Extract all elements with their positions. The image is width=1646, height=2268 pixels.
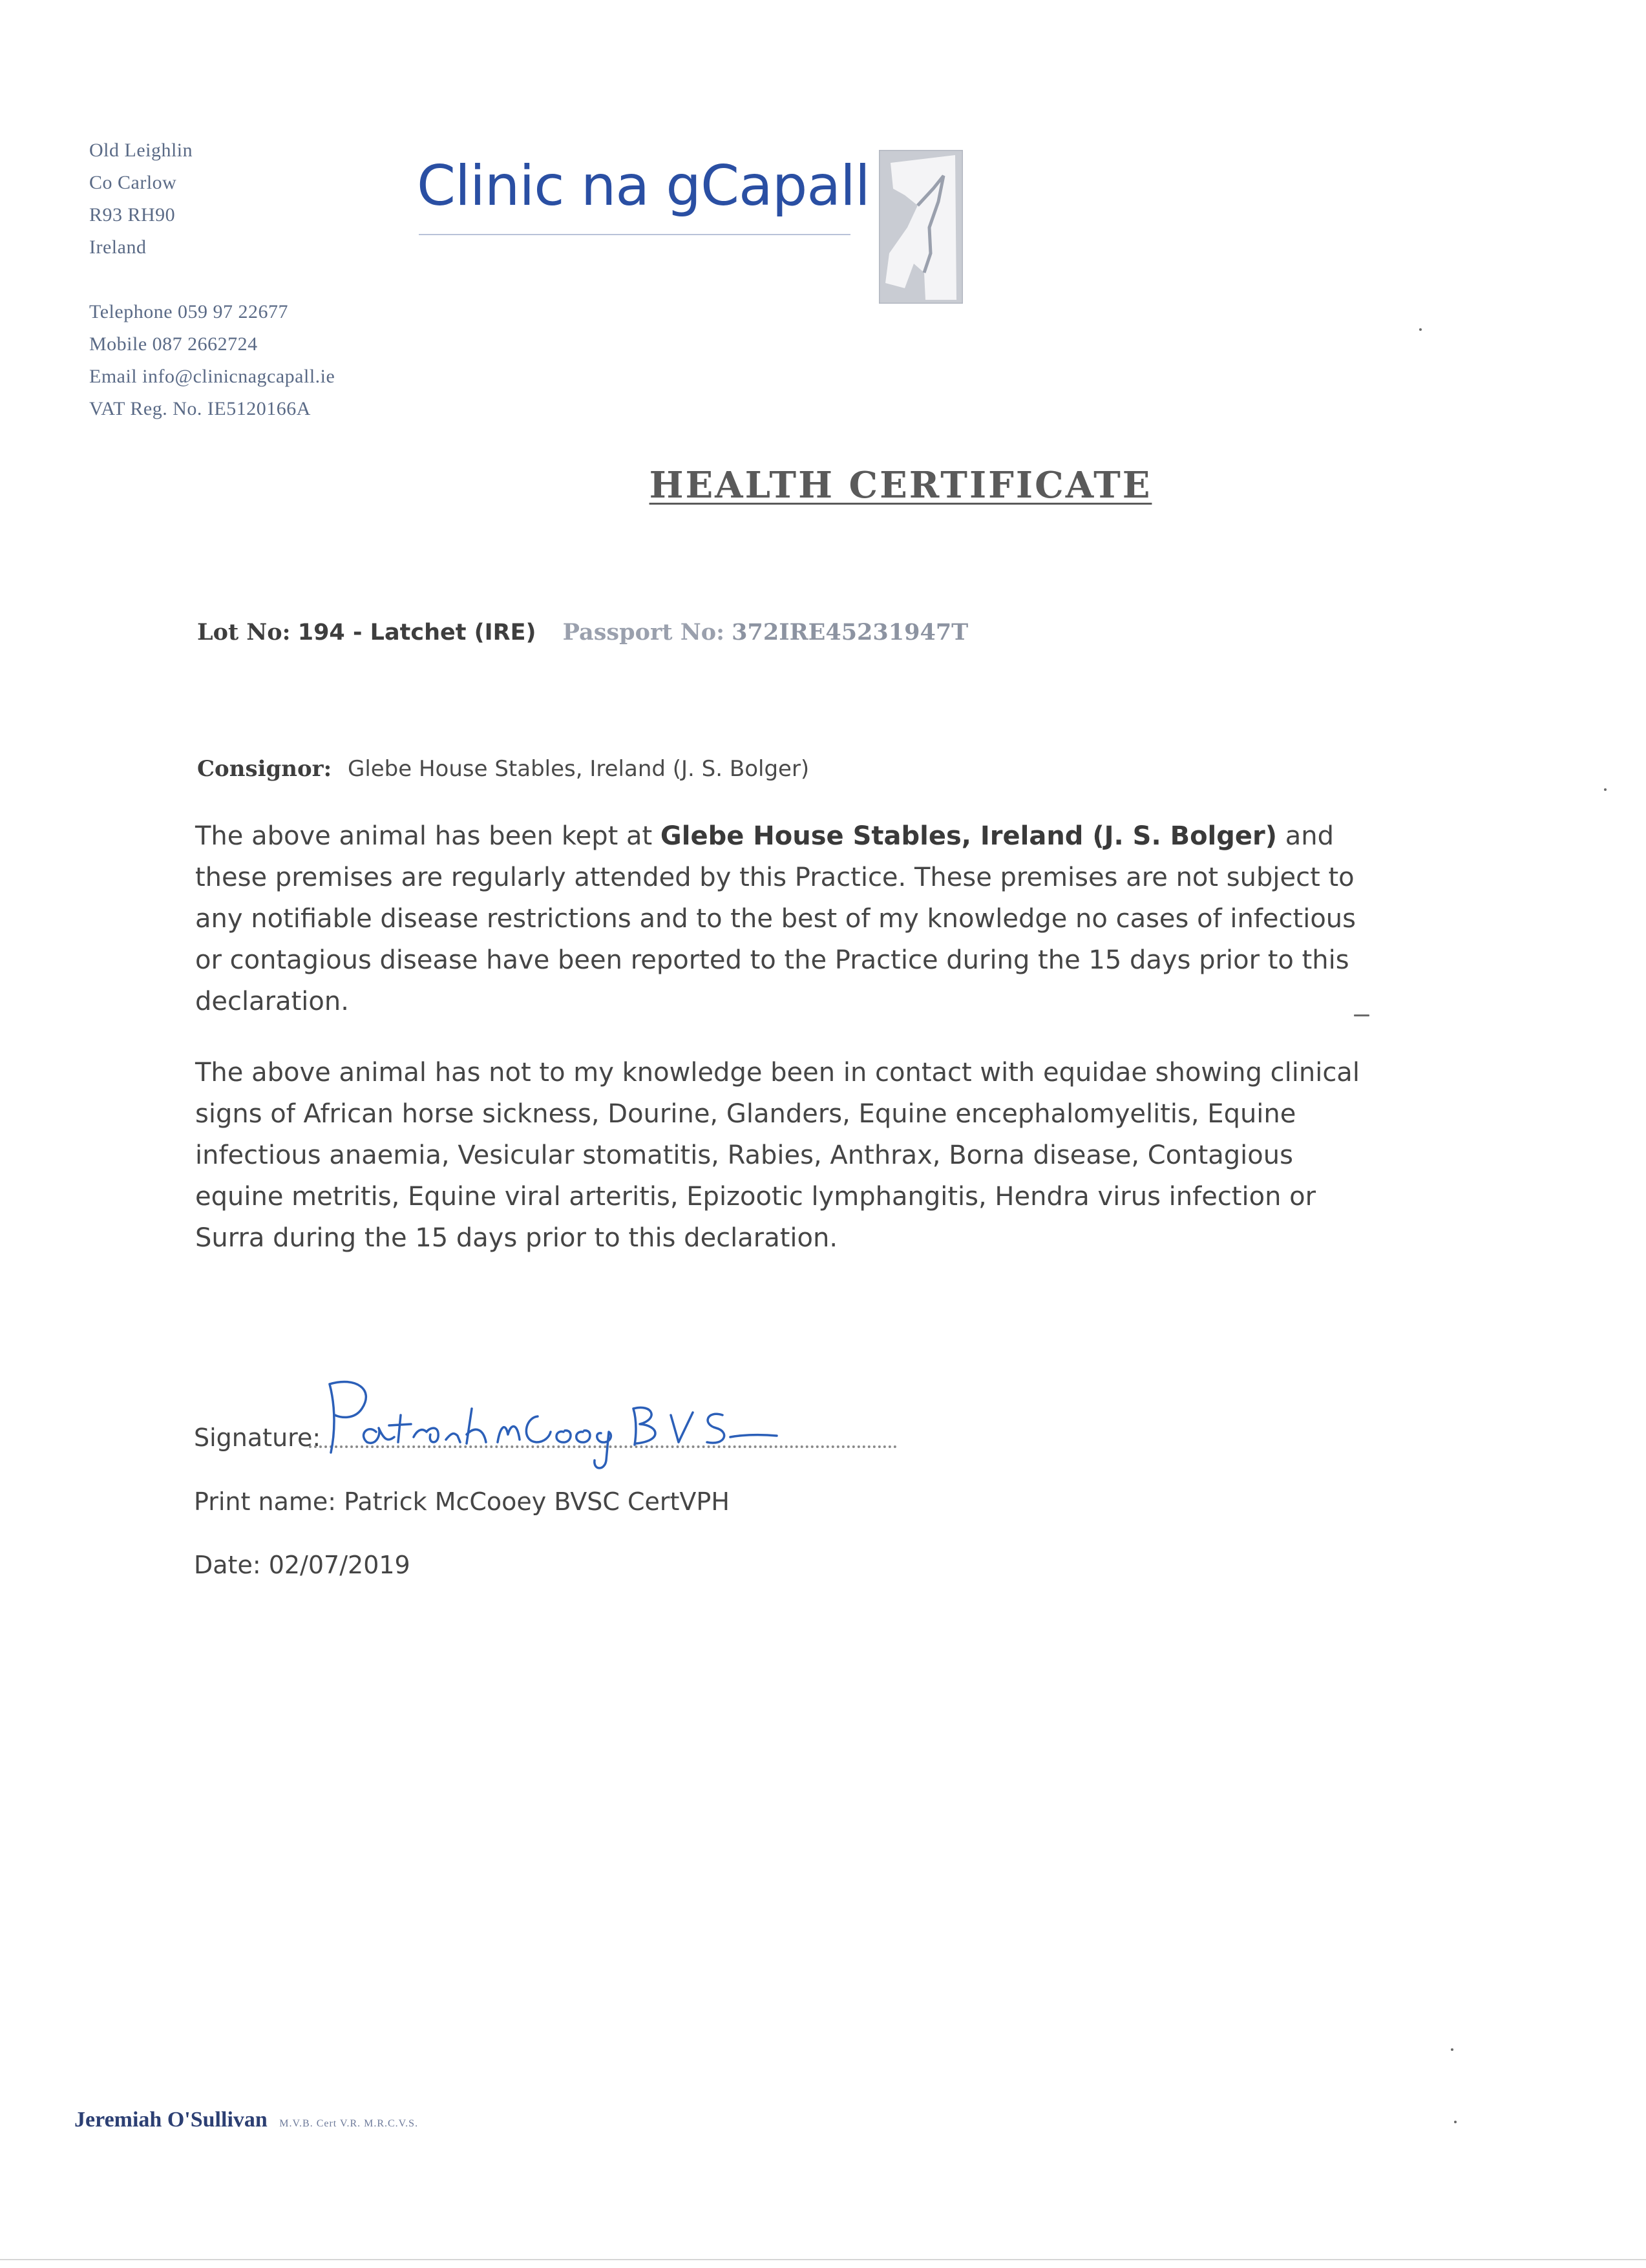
lot-line	[197, 619, 968, 646]
clinic-logo-text: Clinic na gCapall	[417, 154, 870, 218]
vat-number: VAT Reg. No. IE5120166A	[89, 398, 311, 419]
passport-label: Passport No:	[562, 619, 725, 646]
paragraph-1-start: The above animal has been kept at	[195, 821, 660, 851]
handwritten-signature	[317, 1370, 782, 1473]
footer-qualifications: M.V.B. Cert V.R. M.R.C.V.S.	[279, 2118, 419, 2129]
contact-block	[89, 296, 335, 425]
address-line-2: Co Carlow	[89, 172, 177, 193]
scan-speck	[1354, 1014, 1369, 1016]
consignor-line	[197, 756, 809, 782]
declaration-paragraph-2: The above animal has not to my knowledge been in contact with equidae showing clinical signs of African horse sickness, Dourine, Glanders, Equine encephalomyelitis, Equine infectious anaemia, Vesicular stomatitis, Rabies, Anthrax, Borna disease, Contagious equine metritis, Equine viral arteritis, Epizootic lymphangitis, Hendra virus infection or Surra during the 15 days prior to this declaration.	[195, 1058, 1360, 1253]
document-title-text: HEALTH CERTIFICATE	[649, 464, 1152, 507]
consignor-value: Glebe House Stables, Ireland (J. S. Bolger)	[347, 756, 810, 782]
signature-label: Signature:	[194, 1423, 321, 1452]
paragraph-1-end: and these premises are regularly attended by this Practice. These premises are not subject to any notifiable disease restrictions and to the best of my knowledge no cases of infectious or contagious disease have been reported to the Practice during the 15 days prior to this declaration.	[195, 821, 1356, 1016]
telephone: Telephone 059 97 22677	[89, 301, 289, 322]
lot-value: 194 - Latchet (IRE)	[297, 620, 536, 646]
paragraph-1-premises: Glebe House Stables, Ireland (J. S. Bolger)	[660, 821, 1278, 851]
horse-head-icon	[879, 150, 963, 304]
address-block	[89, 134, 193, 264]
passport-value: 372IRE45231947T	[732, 619, 969, 646]
scan-speck	[1419, 328, 1422, 331]
page-bottom-edge	[0, 2259, 1646, 2260]
address-line-4: Ireland	[89, 236, 147, 258]
scan-speck	[1454, 2121, 1457, 2123]
email: Email info@clinicnagcapall.ie	[89, 366, 335, 387]
address-line-3: R93 RH90	[89, 204, 176, 226]
scan-speck	[1604, 788, 1607, 791]
mobile: Mobile 087 2662724	[89, 333, 258, 355]
declaration-paragraph-1	[195, 815, 1365, 1022]
lot-label: Lot No:	[197, 619, 291, 646]
declaration-date: Date: 02/07/2019	[194, 1551, 410, 1579]
footer-name: Jeremiah O'Sullivan	[74, 2108, 268, 2132]
consignor-label: Consignor:	[197, 756, 332, 782]
print-name: Print name: Patrick McCooey BVSC CertVPH	[194, 1487, 730, 1516]
footer-vet-name	[74, 2108, 418, 2132]
scan-speck	[1451, 2048, 1453, 2051]
address-line-1: Old Leighlin	[89, 140, 193, 161]
logo-divider	[419, 234, 850, 235]
document-title	[0, 464, 1646, 507]
